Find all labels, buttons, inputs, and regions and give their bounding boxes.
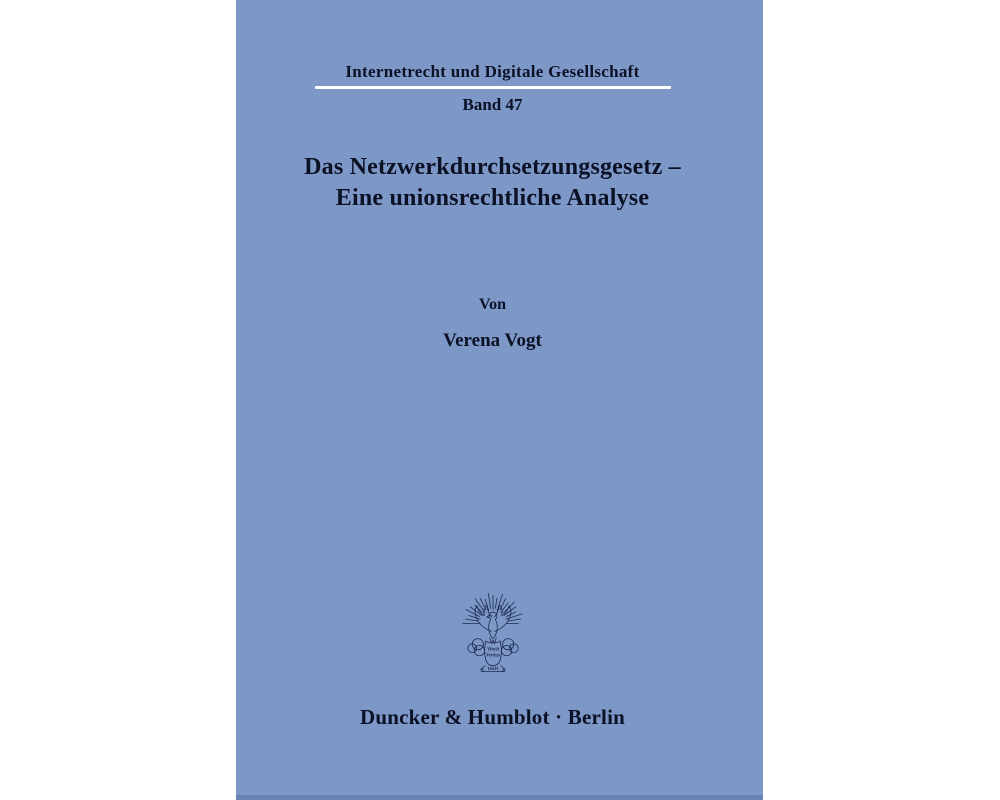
cover-bottom-edge: [236, 795, 763, 800]
series-title: Internetrecht und Digitale Gesellschaft: [345, 62, 640, 81]
series-underline-rule: [315, 86, 671, 89]
publisher-eagle-emblem-icon: [453, 591, 533, 691]
publisher-initials: D&H: [487, 666, 498, 672]
sunburst-rays-icon: [462, 593, 521, 623]
book-title: [229, 152, 756, 214]
book-title-line-2: Eine unionsrechtliche Analyse: [335, 185, 650, 211]
byline-label: Von: [479, 296, 506, 313]
author-name: Verena Vogt: [443, 330, 542, 351]
book-cover: [236, 0, 763, 800]
cover-content: [229, 0, 756, 800]
series-band-number: Band 47: [462, 95, 523, 114]
book-title-line-1: Das Netzwerkdurchsetzungsgesetz –: [304, 154, 681, 180]
motto-line-2: Veritas: [485, 653, 500, 659]
publisher-imprint: Duncker & Humblot · Berlin: [360, 705, 625, 729]
motto-line-1: Vincit: [486, 647, 499, 653]
